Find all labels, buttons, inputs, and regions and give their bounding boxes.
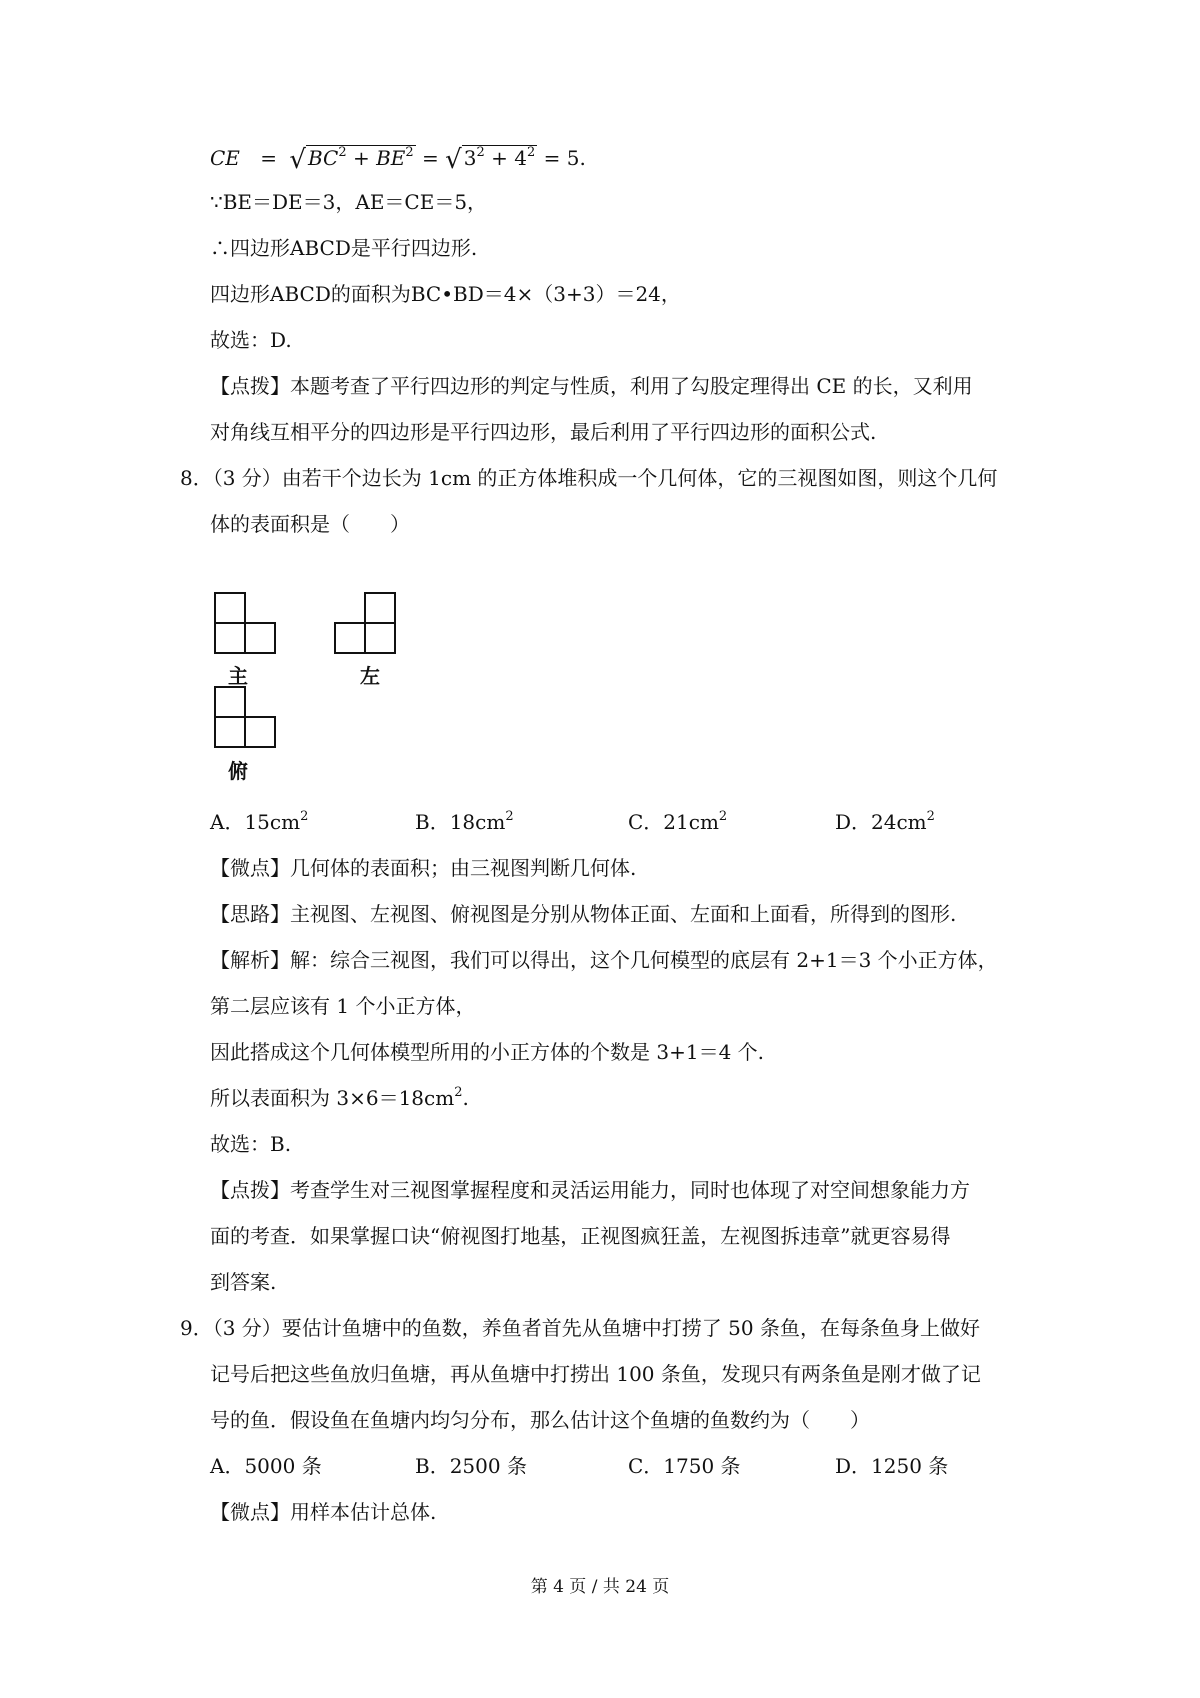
formula-eq: = — [260, 146, 278, 170]
q8-key-points: 【微点】几何体的表面积；由三视图判断几何体. — [210, 856, 637, 880]
text-line: 故选：D. — [210, 328, 292, 352]
q8-solution: 第二层应该有 1 个小正方体， — [210, 994, 476, 1018]
q9-key-points: 【微点】用样本估计总体. — [210, 1500, 437, 1524]
front-view — [215, 593, 275, 653]
page-footer: 第 4 页 / 共 24 页 — [530, 1577, 670, 1597]
radical-1-exp-a: 2 — [338, 145, 347, 160]
option-a: A．$15cm^2$ — [210, 809, 309, 834]
option-c: C．1750 条 — [628, 1454, 741, 1478]
text-line: 对角线互相平分的四边形是平行四边形，最后利用了平行四边形的面积公式. — [210, 420, 877, 444]
question-9-stem-cont: 记号后把这些鱼放归鱼塘，再从鱼塘中打捞出 100 条鱼，发现只有两条鱼是刚才做了记 — [210, 1362, 981, 1386]
option-d: D．1250 条 — [835, 1454, 949, 1478]
ce-formula — [210, 144, 586, 174]
radical-1-bc: BC — [307, 146, 339, 170]
question-9-stem-cont: 号的鱼．假设鱼在鱼塘内均匀分布，那么估计这个鱼塘的鱼数约为（ ） — [210, 1408, 870, 1432]
question-8-options — [210, 808, 1010, 836]
top-view-label: 俯 — [228, 759, 248, 783]
radical-2-three: 3 — [463, 146, 477, 170]
radical-2: √ $3^2 + 4^2$ — [445, 145, 536, 175]
question-9-stem: 9．（3 分）要估计鱼塘中的鱼数，养鱼者首先从鱼塘中打捞了 50 条鱼，在每条鱼身上做好 — [180, 1316, 980, 1340]
question-9-options — [210, 1452, 1010, 1480]
question-8-stem: 8．（3 分）由若干个边长为 1cm 的正方体堆积成一个几何体，它的三视图如图，则这个几何 — [180, 466, 998, 490]
text-line: 【点拨】本题考查了平行四边形的判定与性质，利用了勾股定理得出 CE 的长，又利用 — [210, 374, 973, 398]
top-view — [215, 687, 275, 747]
text-line: ∵BE＝DE＝3，AE＝CE＝5， — [210, 190, 488, 214]
q8-comment: 【点拨】考查学生对三视图掌握程度和灵活运用能力，同时也体现了对空间想象能力方 — [210, 1178, 970, 1202]
option-b: B．2500 条 — [415, 1454, 527, 1478]
option-c: C．$21cm^2$ — [628, 809, 728, 834]
q8-approach: 【思路】主视图、左视图、俯视图是分别从物体正面、左面和上面看，所得到的图形. — [210, 902, 957, 926]
text-line: ∴四边形ABCD是平行四边形. — [210, 236, 478, 260]
radical-2-exp-a: 2 — [476, 145, 485, 160]
q8-answer: 故选：B. — [210, 1132, 292, 1156]
text-line: 四边形ABCD的面积为BC•BD＝4×（3+3）＝24， — [210, 282, 681, 306]
radical-2-exp-b: 2 — [526, 145, 536, 160]
q8-solution: 因此搭成这个几何体模型所用的小正方体的个数是 3+1＝4 个. — [210, 1040, 765, 1064]
radical-1-plus: + — [346, 146, 377, 170]
q8-comment: 到答案. — [210, 1270, 277, 1294]
radical-1: √ $BC^2 + BE^2$ — [289, 145, 414, 175]
radical-1-exp-b: 2 — [405, 145, 414, 160]
option-d: D．$24cm^2$ — [835, 809, 935, 834]
left-view — [335, 593, 395, 653]
option-a: A．5000 条 — [210, 1454, 322, 1478]
radical-2-plus-four: + 4 — [484, 146, 527, 170]
left-view-label: 左 — [360, 664, 380, 688]
q8-comment: 面的考查．如果掌握口诀“俯视图打地基，正视图疯狂盖，左视图拆违章”就更容易得 — [210, 1224, 951, 1248]
q8-solution: 【解析】解：综合三视图，我们可以得出，这个几何模型的底层有 2+1＝3 个小正方体， — [210, 948, 998, 972]
formula-rhs: = 5. — [543, 146, 586, 170]
radical-1-be: BE — [376, 146, 406, 170]
option-b: B．$18cm^2$ — [415, 809, 514, 834]
q8-solution-area: 所以表面积为 $3\times 6=18cm^2$. — [210, 1085, 469, 1110]
formula-lhs: CE — [210, 146, 240, 170]
front-view-label: 主 — [228, 664, 248, 688]
formula-mid-eq: = — [422, 146, 446, 170]
question-8-stem-cont: 体的表面积是（ ） — [210, 512, 410, 536]
